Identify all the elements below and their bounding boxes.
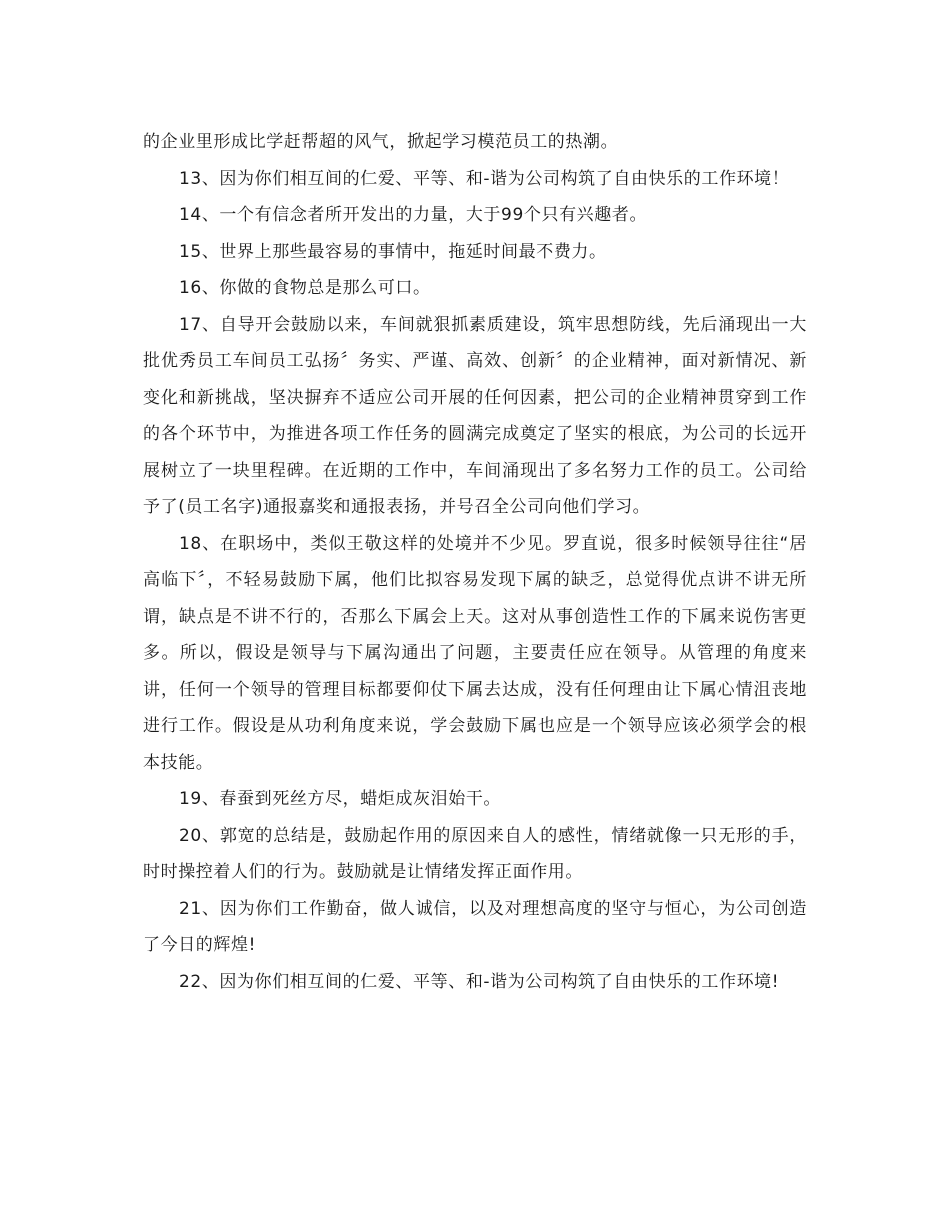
paragraph-17: 17、自导开会鼓励以来，车间就狠抓素质建设，筑牢思想防线，先后涌现出一大批优秀员工车间员工弘扬〞务实、严谨、高效、创新〞的企业精神，面对新情况、新变化和新挑战，坚决摒弃不适应公司开展的任何因素，把公司的企业精神贯穿到工作的各个环节中，为推进各项工作任务的圆满完成奠定了坚实的根底，为公司的长远开展树立了一块里程碑。在近期的工作中，车间涌现出了多名努力工作的员工。公司给予了(员工名字)通报嘉奖和通报表扬，并号召全公司向他们学习。: [143, 314, 807, 517]
paragraph-13: 13、因为你们相互间的仁爱、平等、和-谐为公司构筑了自由快乐的工作环境！: [179, 168, 790, 189]
paragraph-continuation: 的企业里形成比学赶帮超的风气，掀起学习模范员工的热潮。: [143, 132, 619, 152]
document-body: [143, 124, 807, 1000]
paragraph-19: 19、春蚕到死丝方尽，蜡炬成灰泪始干。: [179, 789, 502, 809]
paragraph-21: 21、因为你们工作勤奋，做人诚信，以及对理想高度的坚守与恒心，为公司创造了今日的辉煌!: [143, 898, 807, 955]
paragraph-16: 16、你做的食物总是那么可口。: [179, 278, 431, 298]
paragraph-14: 14、一个有信念者所开发出的力量，大于99个只有兴趣者。: [179, 205, 648, 225]
paragraph-22: 22、因为你们相互间的仁爱、平等、和-谐为公司构筑了自由快乐的工作环境!: [179, 971, 780, 992]
paragraph-20: 20、郭宽的总结是，鼓励起作用的原因来自人的感性，情绪就像一只无形的手，时时操控着人们的行为。鼓励就是让情绪发挥正面作用。: [143, 825, 807, 882]
paragraph-18: 18、在职场中，类似王敬这样的处境并不少见。罗直说，很多时候领导往往“居高临下〞，不轻易鼓励下属，他们比拟容易发现下属的缺乏，总觉得优点讲不讲无所谓，缺点是不讲不行的，否那么下属会上天。这对从事创造性工作的下属来说伤害更多。所以，假设是领导与下属沟通出了问题，主要责任应在领导。从管理的角度来讲，任何一个领导的管理目标都要仰仗下属去达成，没有任何理由让下属心情沮丧地进行工作。假设是从功利角度来说，学会鼓励下属也应是一个领导应该必须学会的根本技能。: [143, 533, 807, 773]
paragraph-15: 15、世界上那些最容易的事情中，拖延时间最不费力。: [179, 241, 607, 262]
